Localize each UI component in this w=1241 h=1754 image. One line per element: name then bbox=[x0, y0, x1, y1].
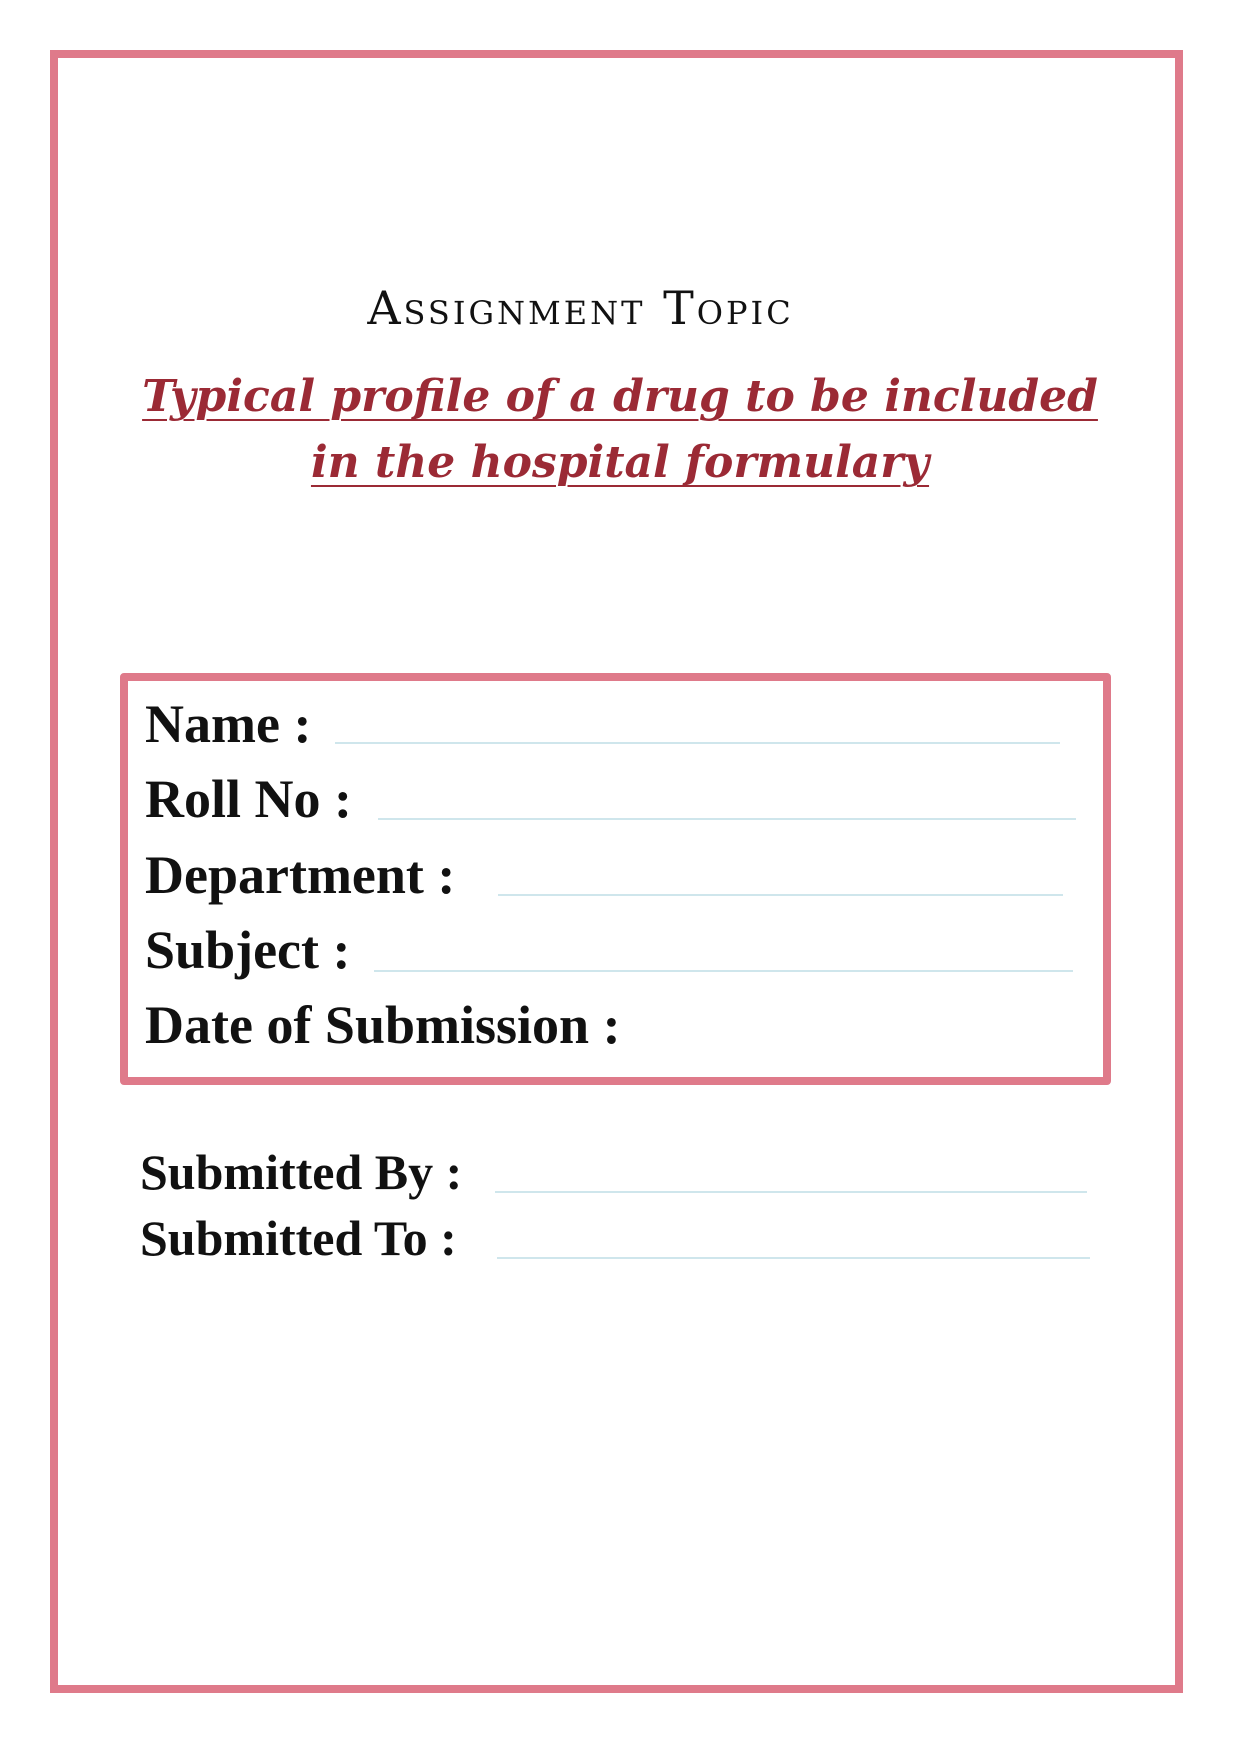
roll-no-label: Roll No : bbox=[145, 769, 352, 829]
subject-fill-line[interactable] bbox=[374, 970, 1073, 972]
subject-label: Subject : bbox=[145, 920, 351, 980]
assignment-heading bbox=[0, 281, 1241, 335]
assignment-heading-text: Assignment Topic bbox=[367, 281, 794, 335]
department-label: Department : bbox=[145, 845, 456, 905]
name-label: Name : bbox=[145, 694, 312, 754]
submitted-to-fill-line[interactable] bbox=[497, 1257, 1090, 1259]
name-fill-line[interactable] bbox=[335, 742, 1060, 744]
roll-no-fill-line[interactable] bbox=[378, 818, 1076, 820]
date-of-submission-label: Date of Submission : bbox=[145, 995, 621, 1055]
submitted-by-label: Submitted By : bbox=[140, 1144, 463, 1200]
submitted-by-fill-line[interactable] bbox=[495, 1191, 1087, 1193]
department-fill-line[interactable] bbox=[498, 894, 1063, 896]
assignment-topic-title: Typical profile of a drug to be included in the hospital formulary bbox=[142, 371, 1098, 488]
submitted-to-label: Submitted To : bbox=[140, 1210, 457, 1266]
